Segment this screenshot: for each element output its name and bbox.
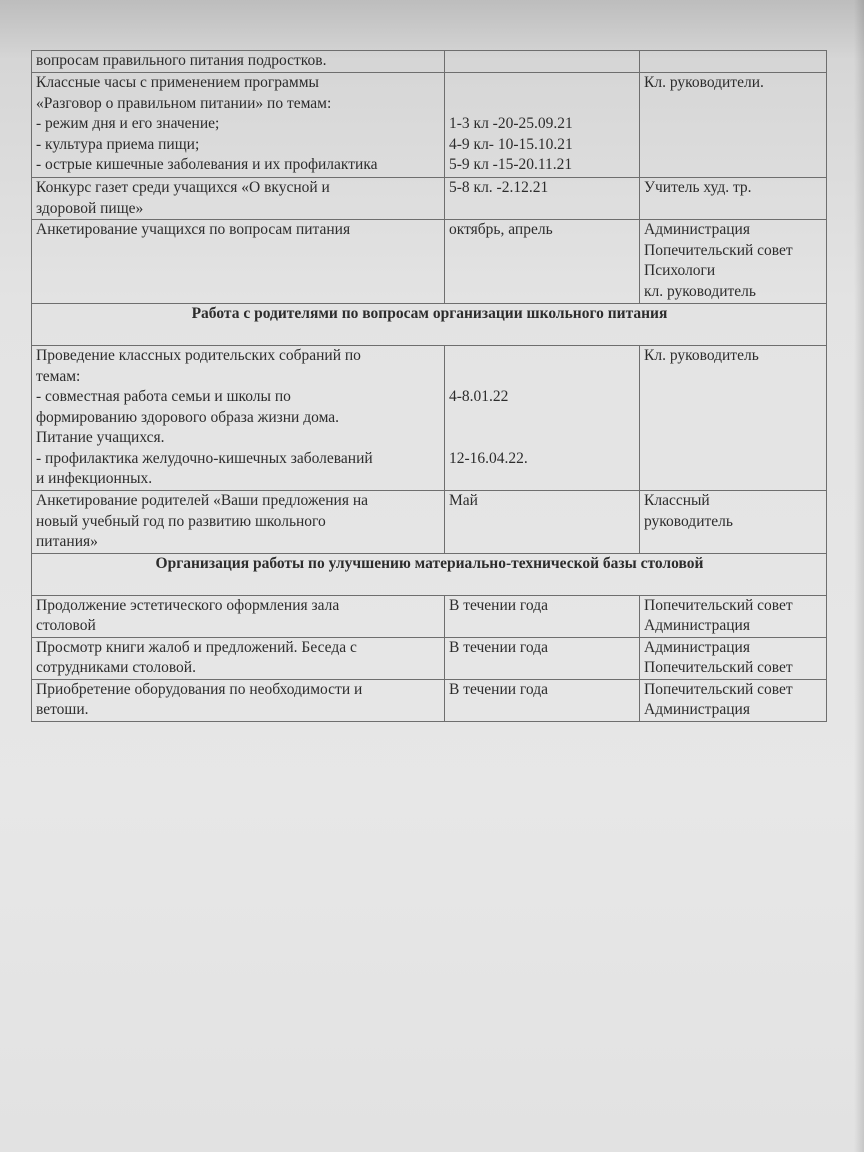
cell-text: - профилактика желудочно-кишечных заболеваний	[36, 449, 373, 467]
activity-cell	[32, 595, 445, 637]
table-row	[32, 491, 827, 554]
dates-cell	[445, 220, 640, 304]
cell-text: питания»	[36, 533, 98, 550]
cell-text: Питание учащихся.	[36, 429, 165, 446]
cell-text: столовой	[36, 617, 96, 634]
activity-cell	[32, 51, 445, 73]
cell-text	[449, 94, 636, 115]
dates-cell	[445, 491, 640, 554]
cell-text: Попечительский совет	[644, 596, 793, 614]
table-row	[32, 346, 827, 491]
cell-text	[449, 428, 636, 449]
activity-cell	[32, 178, 445, 220]
cell-text: здоровой пище»	[36, 199, 144, 217]
cell-text: Администрация	[644, 638, 750, 656]
cell-text: 5-8 кл. -2.12.21	[449, 179, 549, 196]
responsible-cell	[640, 220, 827, 304]
cell-text	[449, 367, 636, 388]
responsible-cell	[640, 595, 827, 637]
cell-text: - режим дня и его значение;	[36, 115, 220, 132]
section-row	[32, 304, 827, 346]
cell-text: Анкетирование родителей «Ваши предложения на	[36, 492, 369, 509]
section-row	[32, 553, 827, 595]
table-row	[32, 220, 827, 304]
page-edge-shadow	[854, 0, 864, 1152]
responsible-cell	[640, 178, 827, 220]
cell-text: - острые кишечные заболевания и их профилактика	[36, 156, 378, 173]
cell-text: Администрация	[644, 221, 750, 238]
cell-text: Конкурс газет среди учащихся «О вкусной и	[36, 179, 330, 196]
cell-text: темам:	[36, 367, 81, 385]
dates-cell	[445, 346, 640, 491]
activity-cell	[32, 73, 445, 178]
cell-text: Попечительский совет	[644, 241, 793, 259]
cell-text: - совместная работа семьи и школы по	[36, 388, 291, 405]
cell-text: и инфекционных.	[36, 470, 153, 487]
activity-cell	[32, 491, 445, 554]
activity-cell	[32, 679, 445, 721]
cell-text: Попечительский совет	[644, 659, 793, 676]
cell-text: руководитель	[644, 512, 733, 530]
cell-text: В течении года	[449, 596, 548, 614]
cell-text: В течении года	[449, 638, 548, 656]
activity-cell	[32, 637, 445, 679]
cell-text: 1-3 кл -20-25.09.21	[449, 115, 573, 132]
activity-cell	[32, 220, 445, 304]
plan-table	[31, 50, 827, 722]
cell-text: 5-9 кл -15-20.11.21	[449, 156, 573, 173]
responsible-cell	[640, 637, 827, 679]
dates-cell	[445, 51, 640, 73]
table-row	[32, 637, 827, 679]
cell-text	[449, 73, 636, 94]
cell-text: Кл. руководители.	[644, 74, 764, 91]
cell-text	[449, 408, 636, 429]
cell-text: Учитель худ. тр.	[644, 179, 752, 196]
cell-text: октябрь, апрель	[449, 221, 553, 238]
dates-cell	[445, 637, 640, 679]
responsible-cell	[640, 491, 827, 554]
table-row	[32, 178, 827, 220]
responsible-cell	[640, 51, 827, 73]
dates-cell	[445, 73, 640, 178]
cell-text: Психологи	[644, 262, 716, 279]
cell-text: - культура приема пищи;	[36, 135, 200, 153]
section-heading-base: Организация работы по улучшению материально-технической базы столовой	[32, 553, 827, 595]
cell-text: 12-16.04.22.	[449, 449, 528, 467]
cell-text: В течении года	[449, 680, 548, 698]
section-heading-parents: Работа с родителями по вопросам организации школьного питания	[32, 304, 827, 346]
dates-cell	[445, 595, 640, 637]
cell-text: Классный	[644, 492, 710, 509]
cell-text: вопросам правильного питания подростков.	[36, 52, 327, 69]
cell-text: Анкетирование учащихся по вопросам питания	[36, 221, 351, 238]
cell-text	[449, 346, 636, 367]
cell-text: Приобретение оборудования по необходимости и	[36, 680, 363, 698]
cell-text: Попечительский совет	[644, 680, 793, 698]
dates-cell	[445, 178, 640, 220]
table-row	[32, 73, 827, 178]
activity-cell	[32, 346, 445, 491]
cell-text: Май	[449, 492, 478, 509]
cell-text: Классные часы с применением программы	[36, 74, 319, 91]
cell-text: Администрация	[644, 617, 750, 634]
cell-text: Просмотр книги жалоб и предложений. Беседа с	[36, 638, 357, 656]
cell-text: «Разговор о правильном питании» по темам:	[36, 94, 332, 112]
cell-text: Кл. руководитель	[644, 347, 759, 364]
cell-text: Продолжение эстетического оформления зала	[36, 596, 340, 614]
responsible-cell	[640, 73, 827, 178]
cell-text: 4-9 кл- 10-15.10.21	[449, 135, 573, 153]
cell-text: кл. руководитель	[644, 282, 756, 300]
table-row	[32, 51, 827, 73]
table-row	[32, 679, 827, 721]
cell-text: ветоши.	[36, 701, 89, 718]
cell-text: новый учебный год по развитию школьного	[36, 512, 326, 530]
dates-cell	[445, 679, 640, 721]
cell-text: Администрация	[644, 701, 750, 718]
cell-text: Проведение классных родительских собраний по	[36, 347, 361, 364]
responsible-cell	[640, 679, 827, 721]
cell-text: сотрудниками столовой.	[36, 659, 196, 676]
responsible-cell	[640, 346, 827, 491]
cell-text: формированию здорового образа жизни дома.	[36, 408, 340, 426]
cell-text: 4-8.01.22	[449, 388, 509, 405]
table-row	[32, 595, 827, 637]
